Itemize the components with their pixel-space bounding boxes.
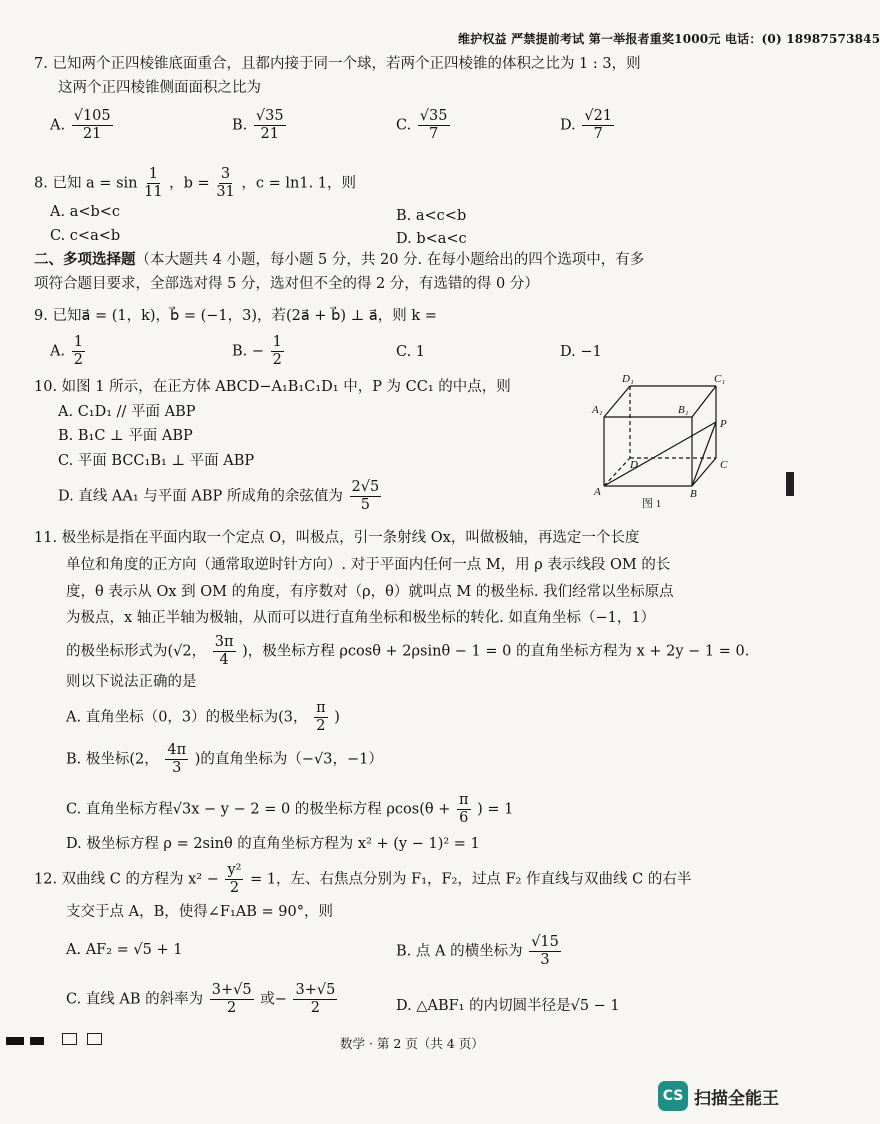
q11-option-d: D. 极坐标方程 ρ = 2sinθ 的直角坐标方程为 x² + (y − 1)² = 1 xyxy=(66,836,480,852)
q10-option-c: C. 平面 BCC₁B₁ ⊥ 平面 ABP xyxy=(58,453,255,469)
q12-option-b: B. 点 A 的横坐标为 $\frac{√15}{3}$ xyxy=(396,934,559,968)
q10-stem: 10. 如图 1 所示，在正方体 ABCD−A₁B₁C₁D₁ 中，P 为 CC₁ 的中点，则 xyxy=(34,379,511,395)
camscanner-icon: CS xyxy=(658,1081,688,1111)
q9-option-c: C. 1 xyxy=(396,344,426,360)
q8-option-c: C. c<a<b xyxy=(50,228,121,244)
q10-option-b: B. B₁C ⊥ 平面 ABP xyxy=(58,428,193,444)
scanner-watermark xyxy=(658,1081,779,1111)
q7-option-c: C. $\frac{√35}{7}$ xyxy=(396,108,448,142)
q12-option-d: D. △ABF₁ 的内切圆半径是√5 − 1 xyxy=(396,998,620,1014)
q12-line1: 12. 双曲线 C 的方程为 x² − $\frac{\text{y²}}{2}$ = 1，左、右焦点分别为 F₁，F₂，过点 F₂ 作直线与双曲线 C 的右半 xyxy=(34,862,692,896)
q7-stem: 7. 已知两个正四棱锥底面重合，且都内接于同一个球，若两个正四棱锥的体积之比为 1 : 3，则 xyxy=(34,56,641,72)
q7-option-a: A. $\frac{√105}{21}$ xyxy=(50,108,111,142)
label-A: A xyxy=(594,486,601,498)
label-B: B xyxy=(690,488,697,500)
cube-figure xyxy=(590,372,740,510)
q12-option-c: C. 直线 AB 的斜率为 $\frac{3+√5}{2}$ 或− $\frac{3+√5}{2}$ xyxy=(66,982,336,1016)
scanner-app-name: 扫描全能王 xyxy=(694,1088,779,1109)
page-edge-mark xyxy=(786,472,794,496)
q7-option-b: B. $\frac{√35}{21}$ xyxy=(232,108,284,142)
section2-line1: 二、多项选择题（本大题共 4 小题，每小题 5 分，共 20 分. 在每小题给出的四个选项中，有多 xyxy=(34,251,645,268)
label-C: C xyxy=(720,459,728,471)
label-C1: C₁ xyxy=(714,373,726,385)
q11-line3: 度，θ 表示从 Ox 到 OM 的角度，有序数对（ρ，θ）就叫点 M 的极坐标. 我们经常以坐标原点 xyxy=(66,584,674,600)
label-B1: B₁ xyxy=(678,404,689,416)
q7-option-d: D. $\frac{√21}{7}$ xyxy=(560,108,613,142)
q11-line2: 单位和角度的正方向（通常取逆时针方向）. 对于平面内任何一点 M，用 ρ 表示线段 OM 的长 xyxy=(66,557,671,573)
q11-option-c: C. 直角坐标方程√3x − y − 2 = 0 的极坐标方程 ρcos(θ + $\frac{\pi}{6}$ ) = 1 xyxy=(66,792,514,826)
q11-line4: 为极点，x 轴正半轴为极轴，从而可以进行直角坐标和极坐标的转化. 如直角坐标（−1，1） xyxy=(66,610,656,626)
q10-option-d: D. 直线 AA₁ 与平面 ABP 所成角的余弦值为 $\frac{2√5}{5}$ xyxy=(58,479,380,513)
q12-option-a: A. AF₂ = √5 + 1 xyxy=(66,942,183,958)
q11-line1: 11. 极坐标是指在平面内取一个定点 O，叫极点，引一条射线 Ox，叫做极轴，再选定一个长度 xyxy=(34,530,640,546)
figure-caption: 图 1 xyxy=(642,498,662,510)
q12-line2: 支交于点 A，B，使得∠F₁AB = 90°，则 xyxy=(66,904,333,920)
q9-option-b: B. − $\frac{1}{2}$ xyxy=(232,334,282,368)
label-D1: D₁ xyxy=(622,373,634,385)
q9-option-a: A. $\frac{1}{2}$ xyxy=(50,334,83,368)
page-header: 维护权益 严禁提前考试 第一举报者重奖1000元 电话：(0) 18987573845 xyxy=(458,32,880,46)
q11-option-a: A. 直角坐标（0，3）的极坐标为(3， $\frac{\pi}{2}$ ) xyxy=(66,700,340,734)
q8-option-b: B. a<c<b xyxy=(396,208,467,224)
q8-option-d: D. b<a<c xyxy=(396,231,467,247)
q11-line6: 则以下说法正确的是 xyxy=(66,674,197,690)
scan-marks xyxy=(6,1030,112,1049)
q9-stem: 9. 已知a⃗ = (1，k)，b⃗ = (−1，3)，若(2a⃗ + b⃗) ⊥ a⃗，则 k = xyxy=(34,308,437,324)
q8-stem: 8. 已知 a = sin $\frac{1}{11}$ ，b = $\frac{3}{31}$ ，c = ln1. 1，则 xyxy=(34,166,357,200)
q11-option-b: B. 极坐标(2， $\frac{4\pi}{3}$ )的直角坐标为（−√3，−1） xyxy=(66,742,383,776)
section2-title: 二、多项选择题 xyxy=(34,251,136,268)
q11-line5: 的极坐标形式为(√2， $\frac{3\pi}{4}$ )，极坐标方程 ρcosθ + 2ρsinθ − 1 = 0 的直角坐标方程为 x + 2y − 1 = 0. xyxy=(66,634,750,668)
q10-option-a: A. C₁D₁ // 平面 ABP xyxy=(58,404,196,420)
label-D: D xyxy=(630,459,638,471)
label-P: P xyxy=(720,418,727,430)
q8-option-a: A. a<b<c xyxy=(50,204,121,220)
section2-line2: 项符合题目要求，全部选对得 5 分，选对但不全的得 2 分，有选错的得 0 分） xyxy=(34,276,539,292)
label-A1: A₁ xyxy=(592,404,603,416)
q7-stem-line2: 这两个正四棱锥侧面面积之比为 xyxy=(58,80,261,96)
q9-option-d: D. −1 xyxy=(560,344,602,360)
page-number: 数学 · 第 2 页（共 4 页） xyxy=(340,1036,484,1051)
